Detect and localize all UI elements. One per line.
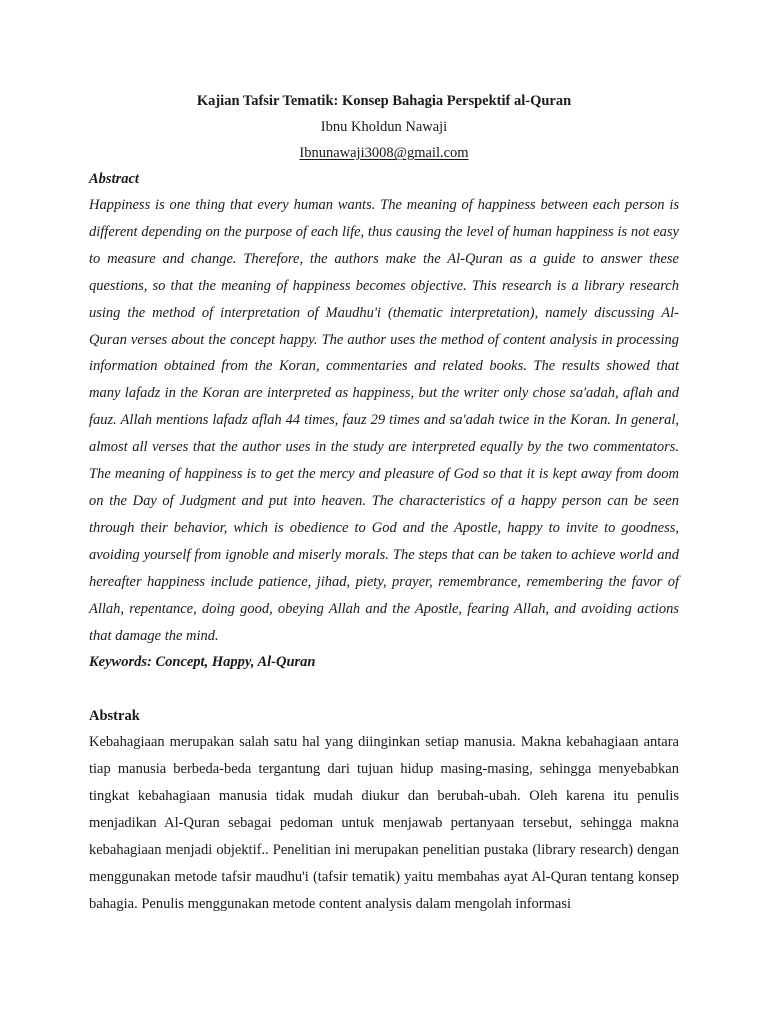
author-email-link[interactable]: Ibnunawaji3008@gmail.com <box>299 145 469 161</box>
abstrak-heading: Abstrak <box>89 708 140 725</box>
abstract-body: Happiness is one thing that every human wants. The meaning of happiness between each person is different depending on the purpose of each life, thus causing the level of human happiness is not easy to measure and change. Therefore, the authors make the Al-Quran as a guide to answer these questions, so that the meaning of happiness becomes objective. This research is a library research using the method of interpretation of Maudhu'i (thematic interpretation), namely discussing Al-Quran verses about the concept happy. The author uses the method of content analysis in processing information obtained from the Koran, commentaries and related books. The results showed that many lafadz in the Koran are interpreted as happiness, but the writer only chose sa'adah, aflah and fauz. Allah mentions lafadz aflah 44 times, fauz 29 times and sa'adah twice in the Koran. In general, almost all verses that the author uses in the study are interpreted equally by the two commentators. The meaning of happiness is to get the mercy and pleasure of God so that it is kept away from doom on the Day of Judgment and put into heaven. The characteristics of a happy person can be seen through their behavior, which is obedience to God and the Apostle, happy to invite to goodness, avoiding yourself from ignoble and miserly morals. The steps that can be taken to achieve world and hereafter happiness include patience, jihad, piety, prayer, remembrance, remembering the favor of Allah, repentance, doing good, obeying Allah and the Apostle, fearing Allah, and avoiding actions that damage the mind. <box>89 197 679 644</box>
keywords: Keywords: Concept, Happy, Al-Quran <box>89 654 316 671</box>
abstrak-body: Kebahagiaan merupakan salah satu hal yang diinginkan setiap manusia. Makna kebahagiaan antara tiap manusia berbeda-beda tergantung dari tujuan hidup masing-masing, sehingga menyebabkan tingkat kebahagiaan manusia tidak mudah diukur dan berubah-ubah. Oleh karena itu penulis menjadikan Al-Quran sebagai pedoman untuk menjawab pertanyaan tersebut, sehingga makna kebahagiaan menjadi objektif.. Penelitian ini merupakan penelitian pustaka (library research) dengan menggunakan metode tafsir maudhu'i (tafsir tematik) yaitu membahas ayat Al-Quran tentang konsep bahagia. Penulis menggunakan metode content analysis dalam mengolah informasi <box>89 734 679 912</box>
abstract-heading: Abstract <box>89 171 139 187</box>
author-email-line <box>89 140 679 166</box>
paper-title: Kajian Tafsir Tematik: Konsep Bahagia Perspektif al-Quran <box>196 93 572 109</box>
paper-page <box>89 88 679 918</box>
author-name: Ibnu Kholdun Nawaji <box>320 119 448 135</box>
